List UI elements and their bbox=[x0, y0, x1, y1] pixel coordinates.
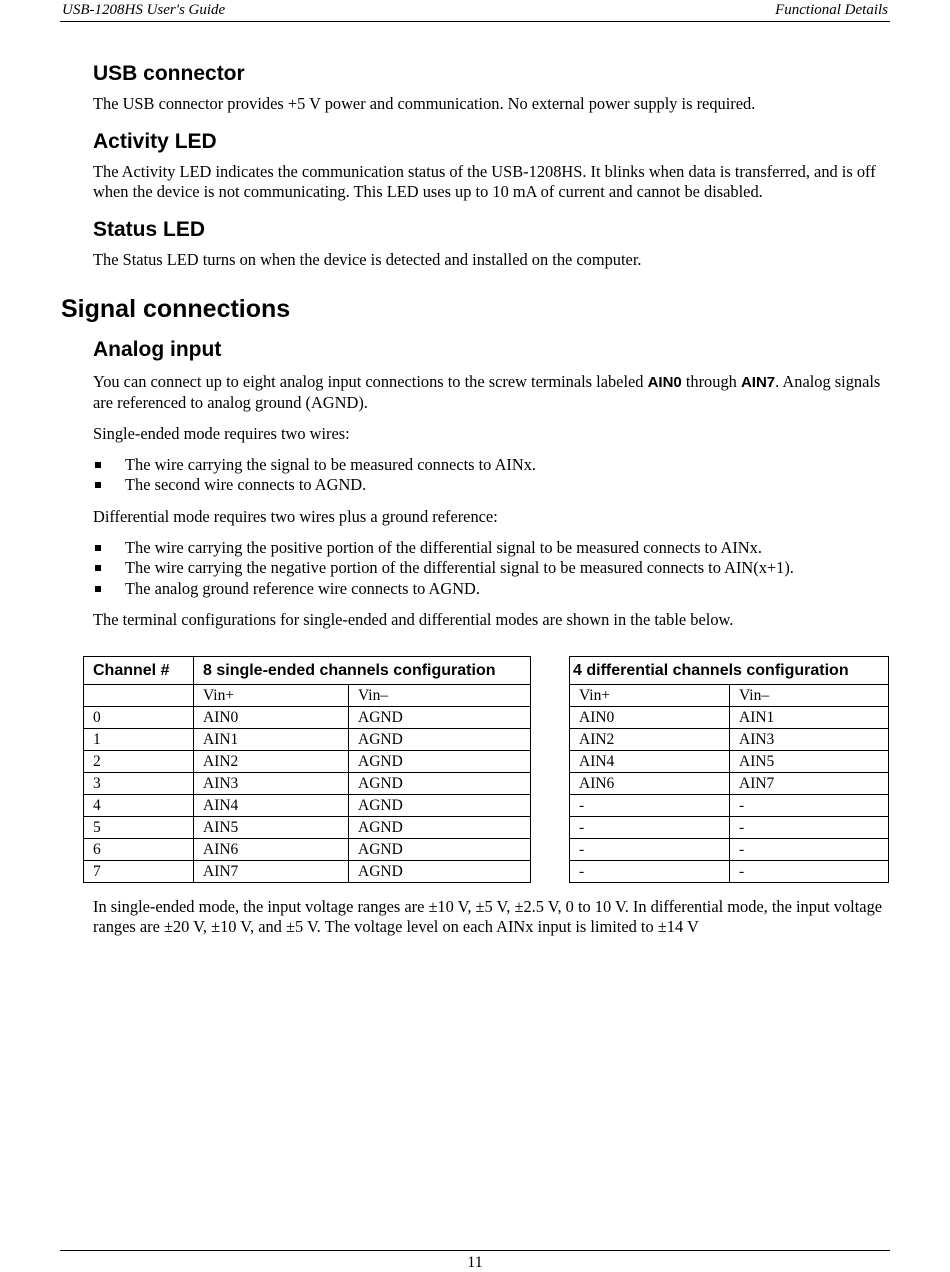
table-cell: 6 bbox=[84, 839, 194, 861]
table-cell: 4 bbox=[84, 795, 194, 817]
table-cell: AGND bbox=[349, 817, 531, 839]
vin-plus-header: Vin+ bbox=[570, 685, 730, 707]
table-cell: - bbox=[730, 795, 889, 817]
table-row bbox=[570, 795, 889, 817]
table-row bbox=[570, 729, 889, 751]
table-cell: - bbox=[570, 817, 730, 839]
intro-text-c: through bbox=[681, 371, 741, 391]
vin-plus-header: Vin+ bbox=[194, 685, 349, 707]
intro-ain0: AIN0 bbox=[647, 373, 682, 391]
table-cell: AGND bbox=[349, 839, 531, 861]
table-cell: AIN0 bbox=[570, 707, 730, 729]
bullet-square-icon bbox=[95, 586, 101, 592]
table-row bbox=[84, 817, 531, 839]
differential-config-table bbox=[569, 656, 889, 883]
table-cell: 7 bbox=[84, 861, 194, 883]
table-cell: - bbox=[570, 839, 730, 861]
table-cell: AIN3 bbox=[194, 773, 349, 795]
table-cell: AIN6 bbox=[570, 773, 730, 795]
activity-led-heading: Activity LED bbox=[93, 130, 217, 154]
analog-input-intro bbox=[93, 372, 893, 413]
table-cell: AIN7 bbox=[194, 861, 349, 883]
list-item-text: The second wire connects to AGND. bbox=[125, 475, 367, 495]
bullet-square-icon bbox=[95, 462, 101, 468]
status-led-heading: Status LED bbox=[93, 218, 206, 242]
differential-intro: Differential mode requires two wires plus a ground reference: bbox=[93, 506, 498, 526]
table-row bbox=[84, 729, 531, 751]
vin-minus-header: Vin– bbox=[730, 685, 889, 707]
channel-header: Channel # bbox=[84, 657, 194, 685]
table-row bbox=[570, 751, 889, 773]
empty-cell bbox=[84, 685, 194, 707]
table-row bbox=[84, 751, 531, 773]
table-row bbox=[84, 861, 531, 883]
table-cell: AIN3 bbox=[730, 729, 889, 751]
table-cell: - bbox=[730, 817, 889, 839]
table-cell: AIN2 bbox=[570, 729, 730, 751]
usb-connector-heading: USB connector bbox=[93, 62, 245, 85]
list-item bbox=[93, 579, 893, 600]
bullet-square-icon bbox=[95, 565, 101, 571]
table-header-row bbox=[570, 657, 889, 685]
table-cell: AGND bbox=[349, 773, 531, 795]
list-item-text: The wire carrying the positive portion of the differential signal to be measured connects to AINx. bbox=[125, 537, 762, 557]
single-ended-config-header: 8 single-ended channels configuration bbox=[194, 657, 531, 685]
voltage-ranges-text: In single-ended mode, the input voltage ranges are ±10 V, ±5 V, ±2.5 V, 0 to 10 V. In differential mode, the input voltage ranges are ±20 V, ±10 V, and ±5 V. The voltage level on each AINx input is limited to ±14 V bbox=[93, 897, 883, 936]
page-header bbox=[60, 0, 890, 22]
list-item bbox=[93, 455, 893, 476]
table-row bbox=[570, 839, 889, 861]
header-doc-title: USB-1208HS User's Guide bbox=[62, 2, 226, 18]
section-usb-connector bbox=[93, 62, 893, 114]
list-item bbox=[93, 538, 893, 559]
table-cell: AIN0 bbox=[194, 707, 349, 729]
table-cell: AIN2 bbox=[194, 751, 349, 773]
table-cell: 5 bbox=[84, 817, 194, 839]
table-cell: - bbox=[570, 795, 730, 817]
analog-input-heading: Analog input bbox=[93, 337, 222, 361]
signal-connections-heading: Signal connections bbox=[61, 295, 291, 324]
intro-ain7: AIN7 bbox=[740, 373, 776, 391]
table-row bbox=[570, 861, 889, 883]
differential-list bbox=[93, 538, 893, 600]
section-status-led bbox=[93, 218, 893, 270]
table-cell: AGND bbox=[349, 861, 531, 883]
after-table-section bbox=[93, 897, 893, 948]
list-item-text: The analog ground reference wire connects to AGND. bbox=[125, 578, 480, 598]
section-activity-led bbox=[93, 130, 893, 202]
table-row bbox=[570, 817, 889, 839]
differential-config-header: 4 differential channels configuration bbox=[570, 657, 889, 685]
table-row bbox=[570, 773, 889, 795]
table-cell: AIN4 bbox=[570, 751, 730, 773]
bullet-square-icon bbox=[95, 545, 101, 551]
table-cell: 0 bbox=[84, 707, 194, 729]
table-cell: - bbox=[730, 861, 889, 883]
table-cell: AGND bbox=[349, 707, 531, 729]
table-row bbox=[570, 707, 889, 729]
activity-led-text: The Activity LED indicates the communication status of the USB-1208HS. It blinks when data is transferred, and is off when the device is not communicating. This LED uses up to 10 mA of current and cannot be disabled. bbox=[93, 162, 876, 202]
table-cell: AIN6 bbox=[194, 839, 349, 861]
vin-minus-header: Vin– bbox=[349, 685, 531, 707]
header-section-title: Functional Details bbox=[775, 2, 888, 18]
differential-table-body bbox=[570, 707, 889, 883]
table-subheader-row bbox=[84, 685, 531, 707]
table-cell: 3 bbox=[84, 773, 194, 795]
table-cell: AGND bbox=[349, 795, 531, 817]
table-subheader-row bbox=[570, 685, 889, 707]
status-led-text: The Status LED turns on when the device is detected and installed on the computer. bbox=[93, 250, 642, 270]
list-item bbox=[93, 475, 893, 496]
page-number: 11 bbox=[467, 1254, 483, 1271]
table-cell: AIN5 bbox=[194, 817, 349, 839]
intro-text-a: You can connect up to eight analog input connections to the screw terminals labeled bbox=[93, 371, 648, 391]
table-intro: The terminal configurations for single-ended and differential modes are shown in the table below. bbox=[93, 610, 734, 630]
table-cell: - bbox=[570, 861, 730, 883]
table-cell: AIN1 bbox=[730, 707, 889, 729]
single-ended-table-body bbox=[84, 707, 531, 883]
table-row bbox=[84, 707, 531, 729]
intro-text-e: . Analog signals are referenced to analog ground (AGND). bbox=[93, 371, 881, 412]
table-row bbox=[84, 795, 531, 817]
list-item bbox=[93, 558, 893, 579]
table-row bbox=[84, 773, 531, 795]
page-content bbox=[61, 62, 893, 641]
table-cell: 1 bbox=[84, 729, 194, 751]
table-cell: AIN5 bbox=[730, 751, 889, 773]
table-cell: - bbox=[730, 839, 889, 861]
list-item-text: The wire carrying the signal to be measured connects to AINx. bbox=[125, 454, 536, 474]
table-cell: 2 bbox=[84, 751, 194, 773]
table-row bbox=[84, 839, 531, 861]
single-ended-config-table bbox=[83, 656, 531, 883]
single-ended-intro: Single-ended mode requires two wires: bbox=[93, 423, 350, 443]
usb-connector-text: The USB connector provides +5 V power and communication. No external power supply is required. bbox=[93, 94, 756, 114]
list-item-text: The wire carrying the negative portion of the differential signal to be measured connects to AIN(x+1). bbox=[125, 558, 794, 578]
table-header-row bbox=[84, 657, 531, 685]
bullet-square-icon bbox=[95, 482, 101, 488]
table-cell: AIN7 bbox=[730, 773, 889, 795]
table-cell: AIN1 bbox=[194, 729, 349, 751]
table-cell: AGND bbox=[349, 729, 531, 751]
table-cell: AGND bbox=[349, 751, 531, 773]
table-cell: AIN4 bbox=[194, 795, 349, 817]
single-ended-list bbox=[93, 455, 893, 496]
